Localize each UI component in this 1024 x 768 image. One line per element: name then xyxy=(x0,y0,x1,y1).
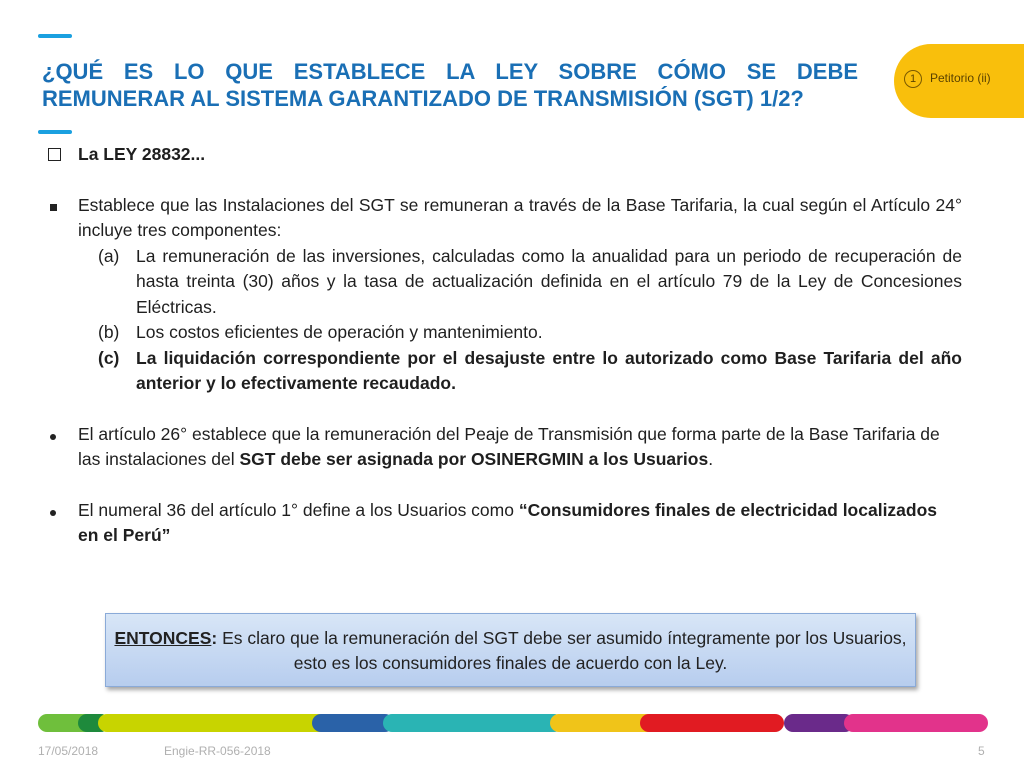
list-item xyxy=(48,193,962,244)
item3-text: El numeral 36 del artículo 1° define a los Usuarios como “Consumidores finales de electricidad localizados en el Perú” xyxy=(78,499,938,545)
strip-segment xyxy=(844,714,988,732)
conclusion-label: ENTONCES xyxy=(114,628,212,648)
sub-item-a xyxy=(98,244,962,321)
conclusion-text: Es claro que la remuneración del SGT debe ser asumido íntegramente por los Usuarios, esto es los consumidores finales de acuerdo con la Ley. xyxy=(217,628,907,673)
section-tag-label: Petitorio (ii) xyxy=(930,71,991,85)
item2-text: El artículo 26° establece que la remuneración del Peaje de Transmisión que forma parte de la Base Tarifaria de las instalaciones del SGT debe ser asignada por OSINERGMIN a los Usuarios. xyxy=(78,423,940,469)
section-number-badge: 1 xyxy=(904,70,922,88)
slide-title xyxy=(42,58,858,112)
sub-item-text: Los costos eficientes de operación y mantenimiento. xyxy=(136,322,543,342)
strip-segment xyxy=(383,714,563,732)
item3-emphasis: “Consumidores finales de electricidad localizados en el Perú” xyxy=(78,499,938,545)
title-accent-bar-bottom xyxy=(38,130,72,134)
law-heading: La LEY 28832... xyxy=(78,144,206,164)
sub-item-label: (c) xyxy=(98,347,120,368)
sub-item-text: La liquidación correspondiente por el desajuste entre lo autorizado como Base Tarifaria del año anterior y lo efectivamente recaudado. xyxy=(136,347,962,393)
conclusion-box: ENTONCES: Es claro que la remuneración del SGT debe ser asumido íntegramente por los Usuarios, esto es los consumidores finales de acuerdo con la Ley. xyxy=(105,613,916,687)
sub-item-label: (a) xyxy=(98,245,120,266)
list-item xyxy=(48,498,962,549)
strip-segment xyxy=(312,714,394,732)
item1-text: Establece que las Instalaciones del SGT se remuneran a través de la Base Tarifaria, la cual según el Artículo 24° incluye tres componentes: xyxy=(78,194,962,240)
round-bullet-icon xyxy=(48,422,70,448)
slide-title-line1: ¿QUÉ ES LO QUE ESTABLECE LA LEY SOBRE CÓMO SE DEBE xyxy=(42,59,858,84)
sub-item-b xyxy=(98,320,962,346)
brand-color-strip xyxy=(38,714,988,732)
heading-row xyxy=(48,142,962,168)
footer-document-code: Engie-RR-056-2018 xyxy=(164,744,271,758)
slide-title-line2: REMUNERAR AL SISTEMA GARANTIZADO DE TRANSMISIÓN (SGT) 1/2? xyxy=(42,86,804,111)
item2-emphasis: SGT debe ser asignada por OSINERGMIN a los Usuarios xyxy=(239,449,709,469)
round-bullet-icon xyxy=(48,498,70,524)
strip-segment xyxy=(640,714,784,732)
square-bullet-icon xyxy=(48,193,70,219)
sub-item-label: (b) xyxy=(98,322,120,342)
sub-item-text: La remuneración de las inversiones, calculadas como la anualidad para un periodo de recuperación de hasta treinta (30) años y la tasa de actualización definida en el artículo 79 de la Ley de Concesiones Eléctricas. xyxy=(136,245,962,317)
sub-item-c xyxy=(98,346,962,397)
strip-segment xyxy=(98,714,328,732)
list-item xyxy=(48,422,962,473)
section-tag xyxy=(894,44,1024,118)
footer-date: 17/05/2018 xyxy=(38,744,99,758)
title-accent-bar-top xyxy=(38,34,72,38)
slide-content xyxy=(48,142,962,549)
checkbox-bullet-icon xyxy=(48,142,70,169)
page-number: 5 xyxy=(978,744,985,758)
